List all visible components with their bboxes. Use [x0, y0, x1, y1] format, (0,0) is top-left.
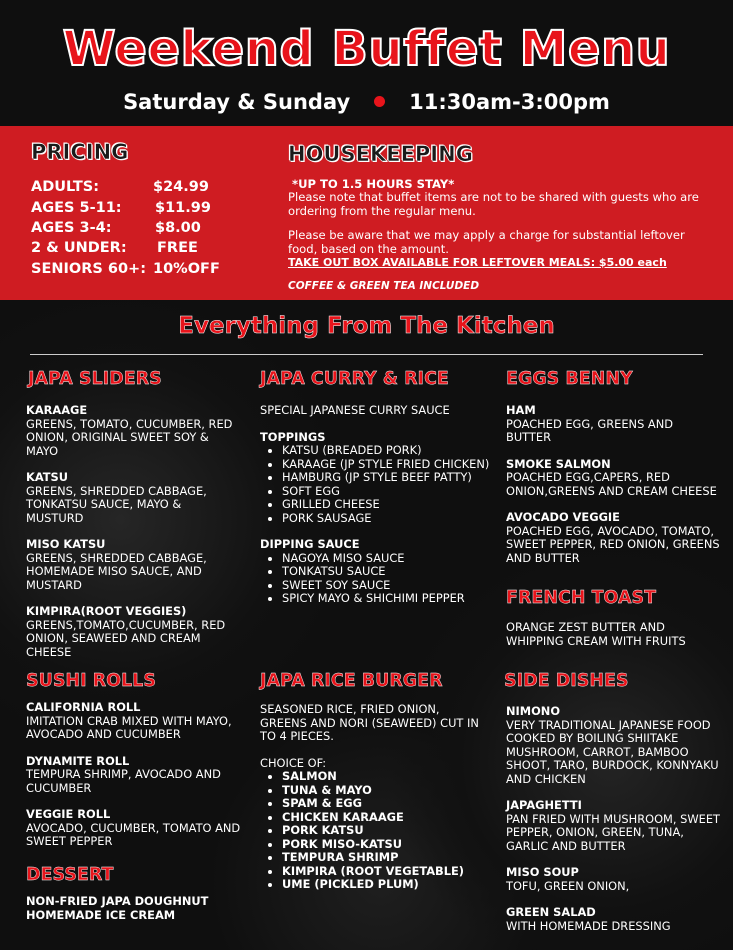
item-name: NIMONO	[506, 704, 561, 718]
item-name: KARAAGE	[26, 403, 88, 417]
choice-label: CHOICE OF:	[260, 755, 327, 770]
list-item: • SPICY MAYO & SHICHIMI PEPPER	[282, 592, 490, 606]
price-label: ADULTS:	[31, 179, 100, 195]
price-value: 10%OFF	[153, 261, 220, 277]
price-row	[31, 260, 220, 278]
sides-heading: SIDE DISHES	[504, 671, 629, 691]
item-name: CALIFORNIA ROLL	[26, 700, 141, 714]
kitchen-title: Everything From The Kitchen	[178, 313, 555, 339]
list-item: • TEMPURA SHRIMP	[282, 851, 480, 865]
item-desc: POACHED EGG,CAPERS, RED ONION,GREENS AND CREAM CHEESE	[506, 470, 717, 498]
sharing-note: Please note that buffet items are not to be shared with guests who are ordering from the regular menu.	[288, 190, 699, 218]
toast-heading: FRENCH TOAST	[506, 588, 657, 608]
benny-heading: EGGS BENNY	[506, 369, 633, 389]
leftover-note: Please be aware that we may apply a charge for substantial leftover food, based on the amount.	[288, 228, 685, 256]
sushi-list	[26, 701, 241, 849]
burger-heading: JAPA RICE BURGER	[260, 671, 443, 691]
item-desc: WITH HOMEMADE DRESSING	[506, 918, 671, 933]
coffee-note: COFFEE & GREEN TEA INCLUDED	[288, 280, 480, 292]
separator-dot-icon	[374, 96, 385, 107]
price-value: FREE	[157, 240, 198, 256]
sliders-list	[26, 404, 241, 659]
dessert-heading: DESSERT	[26, 865, 114, 885]
item-name: KATSU	[26, 470, 68, 484]
item-desc: GREENS,TOMATO,CUCUMBER, RED ONION, SEAWEED AND CREAM CHEESE	[26, 617, 226, 659]
item-desc: POACHED EGG, AVOCADO, TOMATO, SWEET PEPPER, RED ONION, GREENS AND BUTTER	[506, 523, 720, 565]
price-row	[31, 219, 201, 237]
price-label: SENIORS 60+:	[31, 261, 146, 277]
item-name: AVOCADO VEGGIE	[506, 510, 620, 524]
list-item: • KIMPIRA (ROOT VEGETABLE)	[282, 865, 480, 879]
price-label: AGES 3-4:	[31, 220, 112, 236]
dessert-item: NON-FRIED JAPA DOUGHNUT	[26, 894, 209, 908]
pricing-heading: PRICING	[31, 140, 129, 164]
list-item: • TONKATSU SAUCE	[282, 565, 490, 579]
list-item: • KATSU (BREADED PORK)	[282, 444, 490, 458]
takeout-note: TAKE OUT BOX AVAILABLE FOR LEFTOVER MEALS: $5.00 each	[288, 256, 667, 269]
list-item: • PORK KATSU	[282, 824, 480, 838]
item-name: MISO SOUP	[506, 865, 579, 879]
benny-list	[506, 404, 721, 565]
item-desc: VERY TRADITIONAL JAPANESE FOOD COOKED BY BOILING SHIITAKE MUSHROOM, CARROT, BAMBOO SHOOT, TARO, BURDOCK, KONNYAKU AND CHICKEN	[506, 717, 719, 786]
item-desc: TEMPURA SHRIMP, AVOCADO AND CUCUMBER	[26, 767, 221, 795]
item-desc: POACHED EGG, GREENS AND BUTTER	[506, 416, 674, 444]
item-name: KIMPIRA(ROOT VEGGIES)	[26, 604, 187, 618]
sushi-heading: SUSHI ROLLS	[26, 671, 156, 691]
list-item: • PORK SAUSAGE	[282, 512, 490, 526]
list-item: • SOFT EGG	[282, 485, 490, 499]
dessert-item: HOMEMADE ICE CREAM	[26, 907, 176, 922]
sliders-heading: JAPA SLIDERS	[28, 369, 162, 389]
curry-intro: SPECIAL JAPANESE CURRY SAUCE	[260, 403, 450, 417]
housekeeping-heading: HOUSEKEEPING	[288, 142, 473, 166]
list-item: • SPAM & EGG	[282, 797, 480, 811]
toppings-list	[260, 444, 490, 525]
curry-list	[260, 404, 490, 606]
list-item: • SALMON	[282, 770, 480, 784]
list-item: • PORK MISO-KATSU	[282, 838, 480, 852]
item-name: SMOKE SALMON	[506, 456, 611, 471]
curry-heading: JAPA CURRY & RICE	[260, 369, 449, 389]
price-row	[31, 178, 209, 196]
item-name: DYNAMITE ROLL	[26, 753, 130, 768]
price-value: $24.99	[153, 179, 209, 195]
list-item: • NAGOYA MISO SAUCE	[282, 552, 490, 566]
service-days: Saturday & Sunday	[123, 90, 351, 114]
item-desc: IMITATION CRAB MIXED WITH MAYO, AVOCADO AND CUCUMBER	[26, 713, 232, 741]
item-name: VEGGIE ROLL	[26, 807, 111, 821]
list-item: • GRILLED CHEESE	[282, 498, 490, 512]
item-desc: PAN FRIED WITH MUSHROOM, SWEET PEPPER, ONION, GREEN, TUNA, GARLIC AND BUTTER	[506, 811, 720, 853]
item-desc: GREENS, SHREDDED CABBAGE, TONKATSU SAUCE, MAYO & MUSTURD	[26, 483, 207, 525]
list-item: • HAMBURG (JP STYLE BEEF PATTY)	[282, 471, 490, 485]
toast-desc: ORANGE ZEST BUTTER AND WHIPPING CREAM WITH FRUITS	[506, 620, 686, 648]
price-label: AGES 5-11:	[31, 200, 122, 216]
list-item: • KARAAGE (JP STYLE FRIED CHICKEN)	[282, 458, 490, 472]
item-desc: GREENS, TOMATO, CUCUMBER, RED ONION, ORIGINAL SWEET SOY & MAYO	[26, 416, 233, 458]
list-item: • CHICKEN KARAAGE	[282, 811, 480, 825]
list-item: • SWEET SOY SAUCE	[282, 579, 490, 593]
item-name: JAPAGHETTI	[506, 798, 582, 812]
burger-list	[260, 703, 480, 892]
item-desc: GREENS, SHREDDED CABBAGE, HOMEMADE MISO SAUCE, AND MUSTARD	[26, 550, 207, 592]
sides-list	[506, 705, 721, 933]
price-row	[31, 239, 198, 257]
divider	[30, 354, 703, 355]
dipping-label: DIPPING SAUCE	[260, 537, 360, 551]
list-item: • TUNA & MAYO	[282, 784, 480, 798]
burger-intro: SEASONED RICE, FRIED ONION, GREENS AND NORI (SEAWEED) CUT IN TO 4 PIECES.	[260, 702, 479, 743]
item-name: MISO KATSU	[26, 537, 106, 551]
item-name: GREEN SALAD	[506, 905, 596, 919]
service-time: 11:30am-3:00pm	[409, 90, 610, 114]
dessert-list	[26, 895, 241, 922]
stay-limit: *UP TO 1.5 HOURS STAY*	[292, 177, 455, 191]
toppings-label: TOPPINGS	[260, 429, 326, 444]
price-label: 2 & UNDER:	[31, 240, 127, 256]
price-value: $11.99	[155, 200, 211, 216]
item-desc: TOFU, GREEN ONION,	[506, 878, 630, 893]
price-row	[31, 199, 211, 217]
item-name: HAM	[506, 403, 536, 417]
page-title: Weekend Buffet Menu	[62, 21, 671, 77]
price-value: $8.00	[155, 220, 201, 236]
choice-list	[260, 770, 480, 892]
list-item: • UME (PICKLED PLUM)	[282, 878, 480, 892]
service-hours	[0, 88, 733, 116]
dipping-list	[260, 552, 490, 606]
item-desc: AVOCADO, CUCUMBER, TOMATO AND SWEET PEPPER	[26, 820, 241, 848]
